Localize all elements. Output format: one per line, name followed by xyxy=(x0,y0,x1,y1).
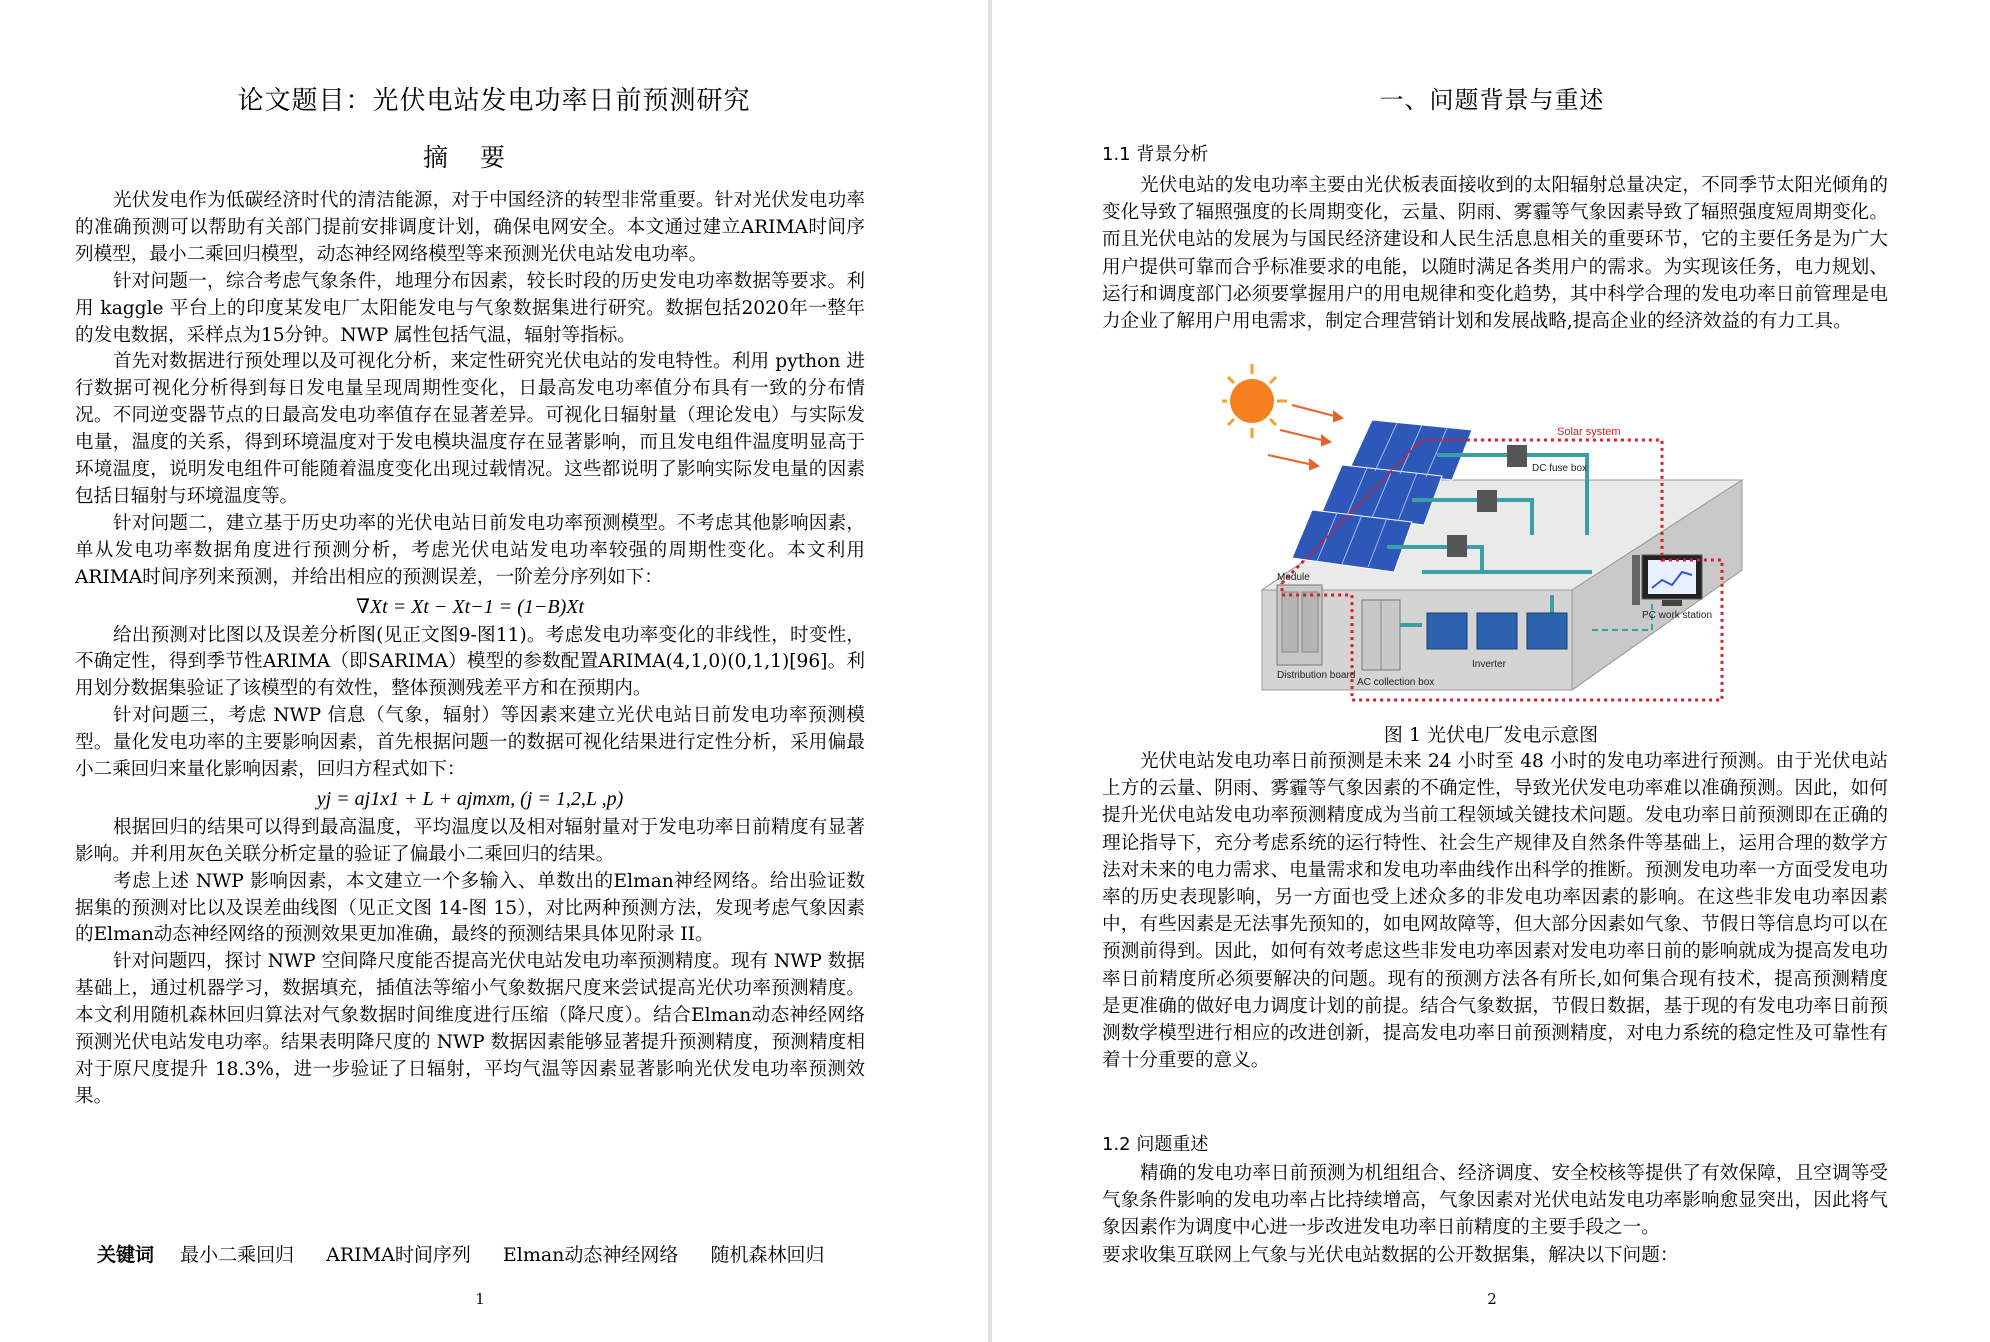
keyword: 最小二乘回归 xyxy=(180,1244,295,1266)
page-1 xyxy=(0,0,988,1342)
pc-work-station-icon xyxy=(1632,555,1702,606)
page-number: 2 xyxy=(1487,1290,1497,1308)
restatement-paragraph: 精确的发电功率日前预测为机组组合、经济调度、安全校核等提供了有效保障，且空调等受气象条件影响的发电功率占比持续增高，气象因素对光伏电站发电功率影响愈显突出，因此将气象因素作为调度中心进一步改进发电功率日前精度的主要手段之一。 xyxy=(1102,1163,1888,1239)
ac-collection-box-icon xyxy=(1362,600,1400,670)
page-number: 1 xyxy=(475,1290,485,1308)
background-text xyxy=(1102,172,1888,335)
distribution-board-icon xyxy=(1277,585,1322,665)
page-2 xyxy=(992,0,1990,1342)
after-figure-text xyxy=(1102,748,1888,1074)
forecast-paragraph: 光伏电站发电功率日前预测是未来 24 小时至 48 小时的发电功率进行预测。由于光伏电站上方的云量、阴雨、雾霾等气象因素的不确定性，导致光伏发电功率难以准确预测。因此，如何提升光伏电站发电功率预测精度成为当前工程领域关键技术问题。发电功率日前预测即在正确的理论指导下，充分考虑系统的运行特性、社会生产规律及自然条件等基础上，运用合理的数学方法对未来的电力需求、电量需求和发电功率曲线作出科学的推断。预测发电功率一方面受发电功率的历史表现影响，另一方面也受上述众多的非发电功率因素的影响。在这些非发电功率因素中，有些因素是无法事先预知的，如电网故障等，但大部分因素如气象、节假日等信息均可以在预测前得到。因此，如何有效考虑这些非发电功率因素对发电功率日前的影响就成为提高发电功率日前精度所必须要解决的问题。现有的预测方法各有所长,如何集合现有技术，提高预测精度是更准确的做好电力调度计划的前提。结合气象数据，节假日数据，基于现的有发电功率日前预测数学模型进行相应的改进创新，提高发电功率日前预测精度，对电力系统的稳定性及可靠性有着十分重要的意义。 xyxy=(1102,751,1888,1072)
pv-plant-diagram xyxy=(1222,360,1782,720)
abstract-heading: 摘 要 xyxy=(423,143,517,172)
abstract-paragraph-2: 针对问题一，综合考虑气象条件，地理分布因素，较长时段的历史发电功率数据等要求。利用 kaggle 平台上的印度某发电厂太阳能发电与气象数据集进行研究。数据包括2020年一整年的发电数据，采样点为15分钟。NWP 属性包括气温，辐射等指标。 xyxy=(75,270,866,346)
figure-caption: 图 1 光伏电厂发电示意图 xyxy=(1383,724,1599,746)
difference-formula: ∇Xt = Xt − Xt−1 = (1−B)Xt xyxy=(355,595,585,618)
keyword: ARIMA时间序列 xyxy=(326,1244,471,1266)
paper-title: 论文题目：光伏电站发电功率日前预测研究 xyxy=(237,86,751,116)
label-dc-fuse-box: DC fuse box xyxy=(1532,463,1588,474)
abstract-paragraph-6: 针对问题三，考虑 NWP 信息（气象，辐射）等因素来建立光伏电站日前发电功率预测模型。量化发电功率的主要影响因素，首先根据问题一的数据可视化结果进行定性分析，采用偏最小二乘回归来量化影响因素，回归方程式如下： xyxy=(75,705,865,781)
sun-ray-icon xyxy=(1268,405,1342,469)
restatement-line: 要求收集互联网上气象与光伏电站数据的公开数据集，解决以下问题： xyxy=(1102,1244,1679,1266)
keywords-line xyxy=(97,1240,897,1267)
abstract-body xyxy=(75,188,865,1111)
abstract-paragraph-8: 考虑上述 NWP 影响因素，本文建立一个多输入、单数出的Elman神经网络。给出验证数据集的预测对比以及误差曲线图（见正文图 14-图 15），对比两种预测方法，发现考虑气象因素的Elman动态神经网络的预测效果更加准确，最终的预测结果具体见附录 II。 xyxy=(75,870,865,946)
abstract-paragraph-1: 光伏发电作为低碳经济时代的清洁能源，对于中国经济的转型非常重要。针对光伏发电功率的准确预测可以帮助有关部门提前安排调度计划，确保电网安全。本文通过建立ARIMA时间序列模型，最小二乘回归模型，动态神经网络模型等来预测光伏电站发电功率。 xyxy=(75,190,865,265)
subhead-background: 1.1 背景分析 xyxy=(1102,144,1209,165)
keyword: 随机森林回归 xyxy=(710,1244,825,1266)
label-inverter: Inverter xyxy=(1472,659,1506,670)
section-title: 一、问题背景与重述 xyxy=(1379,86,1605,114)
label-distribution-board: Distribution board xyxy=(1277,670,1356,681)
regression-formula: yj = aj1x1 + L + ajmxm, (j = 1,2,L ,p) xyxy=(316,787,624,810)
inverter-icon xyxy=(1427,613,1567,649)
subhead-restatement: 1.2 问题重述 xyxy=(1102,1134,1209,1155)
restatement-text xyxy=(1102,1160,1888,1269)
abstract-paragraph-9: 针对问题四，探讨 NWP 空间降尺度能否提高光伏电站发电功率预测精度。现有 NWP 数据基础上，通过机器学习，数据填充，插值法等缩小气象数据尺度来尝试提高光伏功率预测精度。本文利用随机森林回归算法对气象数据时间维度进行压缩（降尺度）。结合Elman动态神经网络预测光伏电站发电功率。结果表明降尺度的 NWP 数据因素能够显著提升预测精度，预测精度相对于原尺度提升 18.3%，进一步验证了日辐射，平均气温等因素显著影响光伏发电功率预测效果。 xyxy=(75,951,865,1107)
pv-plant-figure xyxy=(1222,360,1782,720)
keyword: Elman动态神经网络 xyxy=(502,1244,679,1266)
abstract-paragraph-4: 针对问题二，建立基于历史功率的光伏电站日前发电功率预测模型。不考虑其他影响因素，单从发电功率数据角度进行预测分析，考虑光伏电站发电功率较强的周期性变化。本文利用ARIMA时间序列来预测，并给出相应的预测误差，一阶差分序列如下： xyxy=(75,512,865,588)
label-pc-work-station: PC work station xyxy=(1642,610,1713,621)
abstract-paragraph-7: 根据回归的结果可以得到最高温度，平均温度以及相对辐射量对于发电功率日前精度有显著影响。并利用灰色关联分析定量的验证了偏最小二乘回归的结果。 xyxy=(75,816,865,865)
label-module: Module xyxy=(1277,572,1310,583)
label-solar-system: Solar system xyxy=(1557,426,1621,438)
abstract-paragraph-3: 首先对数据进行预处理以及可视化分析，来定性研究光伏电站的发电特性。利用 python 进行数据可视化分析得到每日发电量呈现周期性变化，日最高发电功率值分布具有一致的分布情况。不同逆变器节点的日最高发电功率值存在显著差异。可视化日辐射量（理论发电）与实际发电量，温度的关系，得到环境温度对于发电模块温度存在显著影响，而且发电组件温度明显高于环境温度，说明发电组件可能随着温度变化出现过载情况。这些都说明了影响实际发电量的因素包括日辐射与环境温度等。 xyxy=(75,351,865,507)
abstract-paragraph-5: 给出预测对比图以及误差分析图(见正文图9-图11)。考虑发电功率变化的非线性，时变性，不确定性，得到季节性ARIMA（即SARIMA）模型的参数配置ARIMA(4,1,0)(0,1,1)[96]。利用划分数据集验证了该模型的有效性，整体预测残差平方和在预期内。 xyxy=(75,624,865,700)
label-ac-collection-box: AC collection box xyxy=(1357,677,1435,688)
keywords-label: 关键词 xyxy=(97,1244,155,1266)
background-paragraph: 光伏电站的发电功率主要由光伏板表面接收到的太阳辐射总量决定，不同季节太阳光倾角的变化导致了辐照强度的长周期变化，云量、阴雨、雾霾等气象因素导致了辐照强度短周期变化。而且光伏电站的发展为与国民经济建设和人民生活息息相关的重要环节，它的主要任务是为广大用户提供可靠而合乎标准要求的电能，以随时满足各类用户的需求。为实现该任务，电力规划、运行和调度部门必须要掌握用户的用电规律和变化趋势，其中科学合理的发电功率日前管理是电力企业了解用户用电需求，制定合理营销计划和发展战略,提高企业的经济效益的有力工具。 xyxy=(1102,175,1888,333)
sun-icon xyxy=(1222,364,1287,438)
